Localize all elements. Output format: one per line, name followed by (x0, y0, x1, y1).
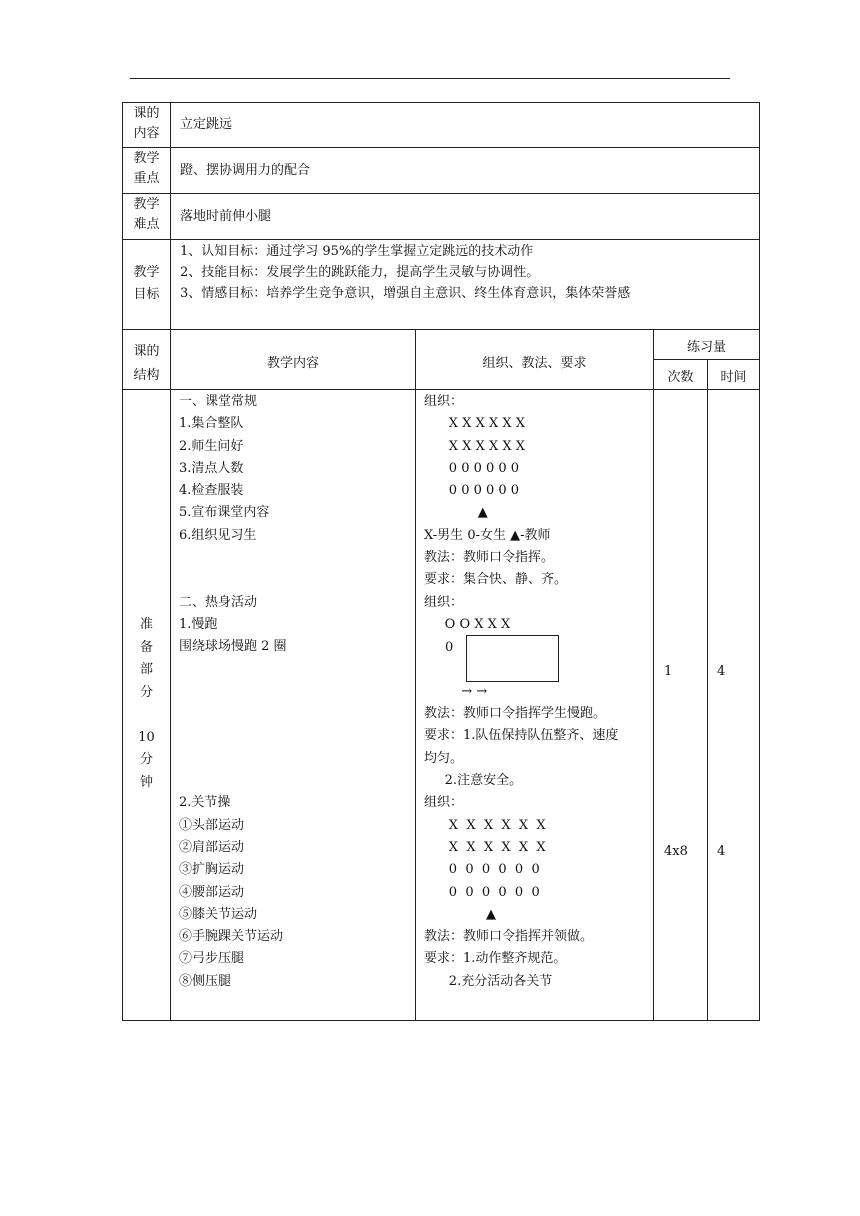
goals-list (180, 241, 630, 304)
method-list (424, 391, 618, 993)
method-line: 组织： (424, 795, 464, 811)
method-line: 要求：1.队伍保持队伍整齐、速度 (424, 728, 619, 744)
content-line: 围绕球场慢跑 2 圈 (179, 639, 287, 655)
content-line: 2.关节操 (179, 795, 231, 811)
content-line: 一、课堂常规 (179, 394, 258, 409)
method-line: 0 0 0 0 0 0 (424, 460, 520, 476)
method-line: O O X X X (424, 616, 511, 632)
key-point-value: 蹬、摆协调用力的配合 (180, 163, 311, 178)
method-line: X-男生 0-女生 ▲-教师 (424, 527, 551, 543)
lesson-plan-table (122, 102, 760, 1021)
difficulty-label: 教学 难点 (133, 197, 160, 232)
method-line: 0 0 0 0 0 0 (424, 483, 520, 499)
key-point-label: 教学 重点 (133, 151, 160, 186)
content-line: 1.慢跑 (179, 616, 218, 632)
content-line: ⑦弓步压腿 (179, 951, 245, 967)
content-line: ③扩胸运动 (179, 862, 245, 878)
content-line (179, 770, 287, 792)
method-line: 均匀。 (424, 750, 464, 766)
content-line (179, 569, 287, 591)
time-header: 时间 (720, 370, 747, 385)
content-line: 5.宣布课堂内容 (179, 505, 270, 521)
jog-side-mark: 0 (445, 640, 454, 655)
jog-track-diagram (466, 635, 559, 682)
method-line: X X X X X X (424, 839, 546, 855)
method-header: 组织、教法、要求 (482, 356, 587, 371)
content-line: ⑧侧压腿 (179, 973, 232, 989)
content-line: ⑤膝关节运动 (179, 906, 258, 922)
method-line: 组织： (424, 394, 464, 409)
method-line: X X X X X X (424, 817, 546, 833)
content-line: 3.清点人数 (179, 460, 244, 476)
content-line (179, 547, 287, 569)
method-line: 教法：教师口令指挥学生慢跑。 (424, 706, 607, 722)
method-line: 2.充分活动各关节 (424, 973, 553, 989)
content-value: 立定跳远 (180, 117, 233, 132)
method-line: 教法：教师口令指挥。 (424, 550, 555, 566)
difficulty-value: 落地时前伸小腿 (180, 209, 272, 224)
content-line (179, 659, 287, 681)
method-line: 要求：1.动作整齐规范。 (424, 951, 567, 967)
section-label: 准 备 部 分 10 分 钟 (138, 617, 155, 790)
goal-line: 3、情感目标：培养学生竞争意识，增强自主意识、终生体育意识，集体荣誉感 (180, 286, 631, 301)
method-line: 教法：教师口令指挥并领做。 (424, 929, 594, 945)
goal-line: 1、认知目标：通过学习 95%的学生掌握立定跳远的技术动作 (180, 244, 534, 259)
method-line: ▲ (424, 505, 488, 521)
count-header: 次数 (667, 370, 694, 385)
method-line: 组织： (424, 594, 464, 610)
practice-time-2: 4 (717, 844, 726, 859)
content-line: ⑥手腕踝关节运动 (179, 929, 284, 945)
goal-line: 2、技能目标：发展学生的跳跃能力，提高学生灵敏与协调性。 (180, 265, 540, 280)
practice-time-1: 4 (717, 664, 726, 679)
content-header: 教学内容 (266, 356, 319, 371)
content-line: ④腰部运动 (179, 884, 245, 900)
content-line (179, 703, 287, 725)
method-line: 0 0 0 0 0 0 (424, 884, 540, 900)
content-line: ②肩部运动 (179, 839, 245, 855)
content-line: 1.集合整队 (179, 416, 244, 432)
content-line: 6.组织见习生 (179, 527, 257, 543)
method-line: 要求：集合快、静、齐。 (424, 572, 568, 588)
content-line (179, 748, 287, 770)
method-line: 0 0 0 0 0 0 (424, 862, 540, 878)
practice-count-2: 4x8 (664, 844, 688, 859)
method-line: ▲ (424, 906, 496, 922)
content-line (179, 725, 287, 747)
content-line: 2.师生问好 (179, 438, 244, 454)
goals-label: 教学 目标 (133, 265, 160, 302)
content-line: 4.检查服装 (179, 483, 244, 499)
content-line: 二、热身活动 (179, 594, 258, 610)
content-line (179, 681, 287, 703)
method-line: X X X X X X (424, 416, 525, 432)
content-line: ①头部运动 (179, 817, 245, 833)
practice-header: 练习量 (686, 340, 726, 355)
content-list (179, 391, 287, 993)
method-line: 2.注意安全。 (424, 773, 523, 789)
page-rule (130, 78, 730, 79)
content-label: 课的 内容 (133, 106, 160, 141)
method-line: X X X X X X (424, 438, 525, 454)
method-line: → → (424, 683, 488, 699)
structure-header: 课的 结构 (133, 344, 160, 383)
practice-count-1: 1 (664, 664, 673, 679)
